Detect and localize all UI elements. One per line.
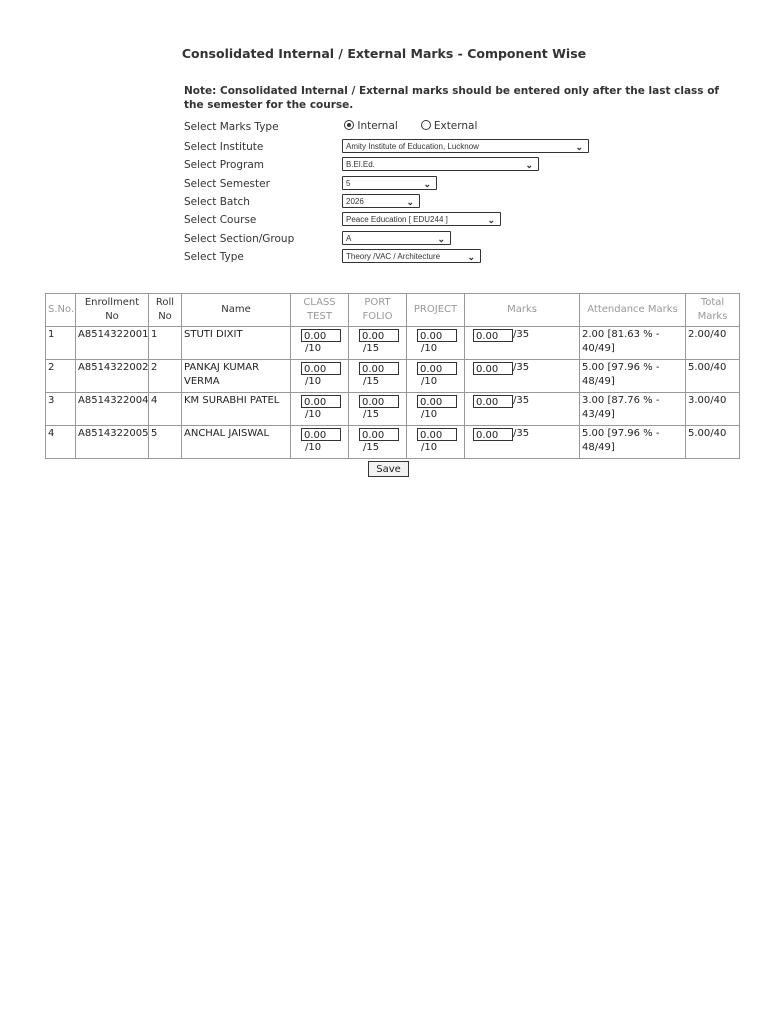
portfolio-max: /15 xyxy=(363,343,380,354)
class-test-max: /10 xyxy=(305,343,322,354)
marks-type-label: Select Marks Type xyxy=(184,121,279,133)
class-test-input[interactable]: 0.00 xyxy=(301,395,341,408)
roll-header xyxy=(149,294,182,327)
batch-row xyxy=(184,194,634,212)
marks-input[interactable]: 0.00 xyxy=(473,329,513,342)
name-cell: PANKAJ KUMAR VERMA xyxy=(182,360,291,393)
total-cell: 3.00/40 xyxy=(686,393,740,426)
chevron-down-icon: ⌄ xyxy=(525,160,533,170)
portfolio-max: /15 xyxy=(363,376,380,387)
portfolio-input[interactable]: 0.00 xyxy=(359,362,399,375)
section-select[interactable] xyxy=(342,231,451,245)
type-row xyxy=(184,249,634,267)
marks-max: /35 xyxy=(513,395,530,406)
instruction-note: Note: Consolidated Internal / External marks should be entered only after the last class of the semester for the course. xyxy=(184,85,719,111)
project-cell xyxy=(407,393,465,426)
marks-input[interactable]: 0.00 xyxy=(473,428,513,441)
portfolio-header-line2: FOLIO xyxy=(362,311,393,322)
class-test-header-line1: CLASS xyxy=(303,297,336,308)
enrollment-cell: A8514322005 xyxy=(76,426,149,459)
project-input[interactable]: 0.00 xyxy=(417,428,457,441)
internal-radio[interactable] xyxy=(344,120,354,130)
class-test-header xyxy=(291,294,349,327)
roll-cell: 4 xyxy=(149,393,182,426)
attendance-header: Attendance Marks xyxy=(580,294,686,327)
class-test-input[interactable]: 0.00 xyxy=(301,329,341,342)
name-cell: KM SURABHI PATEL xyxy=(182,393,291,426)
internal-radio-label[interactable]: Internal xyxy=(357,120,398,132)
project-input[interactable]: 0.00 xyxy=(417,395,457,408)
total-header-line1: Total xyxy=(700,297,725,308)
chevron-down-icon: ⌄ xyxy=(423,179,431,189)
program-row xyxy=(184,157,634,175)
project-max: /10 xyxy=(421,343,438,354)
marks-max: /35 xyxy=(513,428,530,439)
attendance-cell: 5.00 [97.96 % - 48/49] xyxy=(580,426,686,459)
external-radio[interactable] xyxy=(421,120,431,130)
course-value: Peace Education [ EDU244 ] xyxy=(346,215,448,224)
total-header-line2: Marks xyxy=(697,311,728,322)
class-test-max: /10 xyxy=(305,376,322,387)
class-test-cell xyxy=(291,393,349,426)
marks-input[interactable]: 0.00 xyxy=(473,362,513,375)
section-row xyxy=(184,231,634,249)
marks-table xyxy=(45,293,740,459)
type-value: Theory /VAC / Architecture xyxy=(346,252,441,261)
project-input[interactable]: 0.00 xyxy=(417,362,457,375)
enrollment-cell: A8514322002 xyxy=(76,360,149,393)
sno-header: S.No. xyxy=(46,294,76,327)
sno-cell: 2 xyxy=(46,360,76,393)
project-cell xyxy=(407,360,465,393)
semester-value: 5 xyxy=(346,179,351,188)
attendance-cell: 2.00 [81.63 % - 40/49] xyxy=(580,327,686,360)
portfolio-header-line1: PORT xyxy=(364,297,391,308)
project-max: /10 xyxy=(421,442,438,453)
class-test-input[interactable]: 0.00 xyxy=(301,362,341,375)
portfolio-max: /15 xyxy=(363,442,380,453)
class-test-header-line2: TEST xyxy=(307,311,332,322)
institute-row xyxy=(184,139,634,157)
marks-input[interactable]: 0.00 xyxy=(473,395,513,408)
enrollment-cell: A8514322004 xyxy=(76,393,149,426)
marks-cell xyxy=(465,360,580,393)
save-button[interactable]: Save xyxy=(368,461,409,477)
portfolio-cell xyxy=(349,426,407,459)
project-max: /10 xyxy=(421,409,438,420)
class-test-max: /10 xyxy=(305,409,322,420)
enrollment-cell: A8514322001 xyxy=(76,327,149,360)
project-cell xyxy=(407,426,465,459)
portfolio-input[interactable]: 0.00 xyxy=(359,395,399,408)
marks-cell xyxy=(465,327,580,360)
batch-select[interactable] xyxy=(342,194,420,208)
project-input[interactable]: 0.00 xyxy=(417,329,457,342)
sno-cell: 1 xyxy=(46,327,76,360)
total-cell: 5.00/40 xyxy=(686,426,740,459)
roll-header-line2: No xyxy=(158,311,172,322)
chevron-down-icon: ⌄ xyxy=(467,252,475,262)
type-select[interactable] xyxy=(342,249,481,263)
table-row xyxy=(46,327,740,360)
total-header xyxy=(686,294,740,327)
portfolio-header xyxy=(349,294,407,327)
table-row xyxy=(46,360,740,393)
total-cell: 2.00/40 xyxy=(686,327,740,360)
name-cell: ANCHAL JAISWAL xyxy=(182,426,291,459)
program-value: B.El.Ed. xyxy=(346,160,375,169)
section-value: A xyxy=(346,234,352,243)
portfolio-cell xyxy=(349,360,407,393)
class-test-cell xyxy=(291,360,349,393)
class-test-input[interactable]: 0.00 xyxy=(301,428,341,441)
external-radio-label[interactable]: External xyxy=(433,120,478,132)
semester-row xyxy=(184,176,634,194)
roll-header-line1: Roll xyxy=(155,297,175,308)
chevron-down-icon: ⌄ xyxy=(406,197,414,207)
attendance-cell: 3.00 [87.76 % - 43/49] xyxy=(580,393,686,426)
institute-value: Amity Institute of Education, Lucknow xyxy=(346,142,479,151)
institute-label: Select Institute xyxy=(184,141,264,153)
portfolio-input[interactable]: 0.00 xyxy=(359,428,399,441)
batch-label: Select Batch xyxy=(184,196,250,208)
enrollment-header xyxy=(76,294,149,327)
semester-select[interactable] xyxy=(342,176,437,190)
course-label: Select Course xyxy=(184,214,257,226)
table-header-row xyxy=(46,294,740,327)
class-test-max: /10 xyxy=(305,442,322,453)
class-test-cell xyxy=(291,327,349,360)
table-row xyxy=(46,426,740,459)
marks-type-row xyxy=(184,119,634,137)
chevron-down-icon: ⌄ xyxy=(487,215,495,225)
program-select[interactable] xyxy=(342,157,539,171)
marks-type-radio-group xyxy=(344,120,477,132)
section-label: Select Section/Group xyxy=(184,233,295,245)
portfolio-max: /15 xyxy=(363,409,380,420)
program-label: Select Program xyxy=(184,159,265,171)
name-cell: STUTI DIXIT xyxy=(182,327,291,360)
roll-cell: 5 xyxy=(149,426,182,459)
sno-cell: 4 xyxy=(46,426,76,459)
course-row xyxy=(184,212,634,230)
class-test-cell xyxy=(291,426,349,459)
chevron-down-icon: ⌄ xyxy=(437,234,445,244)
marks-max: /35 xyxy=(513,362,530,373)
roll-cell: 1 xyxy=(149,327,182,360)
project-max: /10 xyxy=(421,376,438,387)
marks-max: /35 xyxy=(513,329,530,340)
chevron-down-icon: ⌄ xyxy=(575,142,583,152)
type-label: Select Type xyxy=(184,251,244,263)
batch-value: 2026 xyxy=(346,197,364,206)
total-cell: 5.00/40 xyxy=(686,360,740,393)
enrollment-header-line1: Enrollment xyxy=(84,297,140,308)
table-row xyxy=(46,393,740,426)
marks-cell xyxy=(465,426,580,459)
course-select[interactable] xyxy=(342,212,501,226)
institute-select[interactable] xyxy=(342,139,589,153)
roll-cell: 2 xyxy=(149,360,182,393)
enrollment-header-line2: No xyxy=(105,311,119,322)
marks-header: Marks xyxy=(465,294,580,327)
name-header: Name xyxy=(182,294,291,327)
sno-cell: 3 xyxy=(46,393,76,426)
semester-label: Select Semester xyxy=(184,178,270,190)
page-title: Consolidated Internal / External Marks - Component Wise xyxy=(181,46,587,61)
marks-cell xyxy=(465,393,580,426)
project-cell xyxy=(407,327,465,360)
portfolio-input[interactable]: 0.00 xyxy=(359,329,399,342)
portfolio-cell xyxy=(349,327,407,360)
attendance-cell: 5.00 [97.96 % - 48/49] xyxy=(580,360,686,393)
project-header: PROJECT xyxy=(407,294,465,327)
portfolio-cell xyxy=(349,393,407,426)
